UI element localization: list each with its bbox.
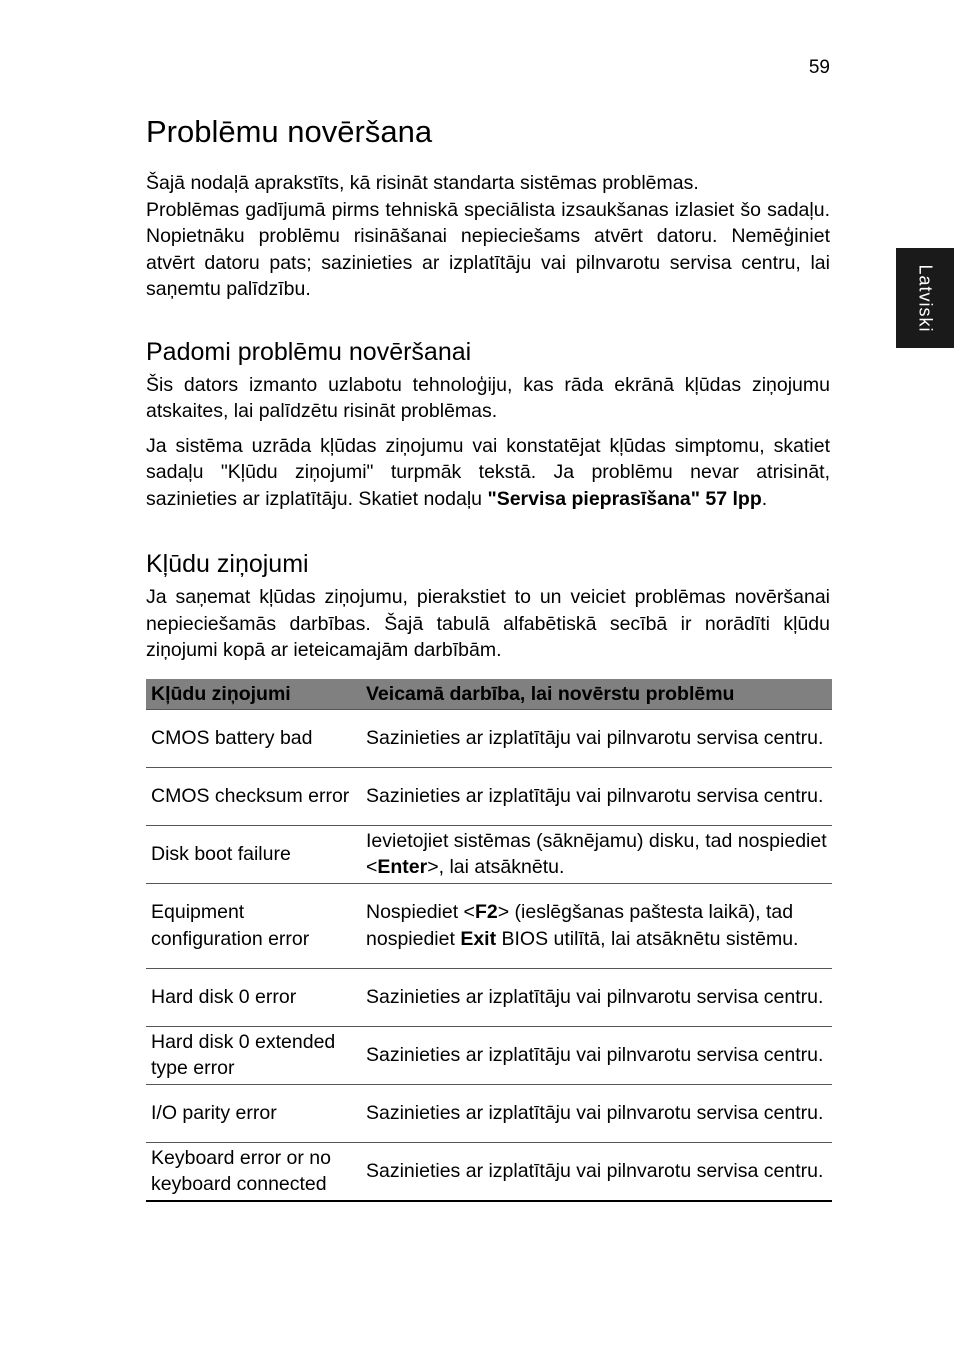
error-messages-paragraph: Ja saņemat kļūdas ziņojumu, pierakstiet to un veiciet problēmas novēršanai nepieciešamās darbības. Šajā tabulā alfabētiskā secībā ir norādīti kļūdu ziņojumi kopā ar ieteicamajām darbībām.	[146, 586, 830, 661]
tips-paragraph-2-text: Ja sistēma uzrāda kļūdas ziņojumu vai konstatējat kļūdas simptomu, skatiet sadaļu "Kļūdu ziņojumi" turpmāk tekstā. Ja problēmu nevar atrisināt, sazinieties ar izplatītāju. Skatiet nodaļu	[146, 434, 830, 510]
error-message-cell: CMOS battery bad	[146, 709, 361, 767]
error-message-cell: Keyboard error or no keyboard connected	[146, 1142, 361, 1201]
error-message-cell: Equipment configuration error	[146, 883, 361, 968]
error-action-cell: Sazinieties ar izplatītāju vai pilnvarotu servisa centru.	[361, 1142, 832, 1201]
table-header-row	[146, 679, 832, 710]
page-content	[146, 112, 830, 1202]
page-number: 59	[808, 57, 830, 78]
error-messages-heading: Kļūdu ziņojumi	[146, 550, 309, 578]
language-tab-label: Latviski	[915, 263, 936, 333]
service-request-reference: "Servisa pieprasīšana" 57 lpp	[487, 487, 762, 510]
action-text: Ievietojiet sistēmas (sāknējamu) disku, tad nospiediet <	[366, 829, 827, 878]
action-text: >, lai atsāknētu.	[427, 856, 565, 878]
table-row	[146, 767, 832, 825]
action-text: BIOS utilītā, lai atsāknētu sistēmu.	[496, 927, 799, 950]
f2-key-label: F2	[474, 901, 498, 923]
table-row	[146, 968, 832, 1026]
error-message-cell: I/O parity error	[146, 1084, 361, 1142]
tips-paragraph-1: Šis dators izmanto uzlabotu tehnoloģiju, kas rāda ekrānā kļūdas ziņojumu atskaites, lai palīdzētu risināt problēmas.	[146, 373, 830, 422]
error-message-cell: CMOS checksum error	[146, 767, 361, 825]
table-header-actions: Veicamā darbība, lai novērstu problēmu	[361, 679, 832, 710]
action-text: Nospiediet <	[366, 901, 475, 923]
action-text: > (ieslēgšanas paštesta laikā), tad nospiediet	[366, 901, 794, 950]
tips-heading: Padomi problēmu novēršanai	[146, 337, 472, 366]
intro-paragraph-2: Problēmas gadījumā pirms tehniskā speciālista izsaukšanas izlasiet šo sadaļu. Nopietnāku problēmu risināšanai nepieciešams atvērt datoru. Nemēģiniet atvērt datoru pats; sazinieties ar izplatītāju vai pilnvarotu servisa centru, lai saņemtu palīdzību.	[146, 198, 830, 300]
table-row	[146, 1084, 832, 1142]
enter-key-label: Enter	[377, 856, 428, 878]
table-row	[146, 825, 832, 883]
error-message-cell: Hard disk 0 error	[146, 968, 361, 1026]
tips-paragraph-2-end: .	[761, 487, 768, 510]
error-action-cell: Sazinieties ar izplatītāju vai pilnvarotu servisa centru.	[361, 1026, 832, 1084]
tips-paragraph-2	[146, 433, 830, 513]
table-row	[146, 1142, 832, 1201]
error-action-cell: Sazinieties ar izplatītāju vai pilnvarotu servisa centru.	[361, 767, 832, 825]
table-row	[146, 883, 832, 968]
error-action-cell	[361, 883, 832, 968]
error-action-cell: Sazinieties ar izplatītāju vai pilnvarotu servisa centru.	[361, 968, 832, 1026]
intro-paragraph-1: Šajā nodaļā aprakstīts, kā risināt standarta sistēmas problēmas.	[146, 172, 699, 194]
error-action-cell: Sazinieties ar izplatītāju vai pilnvarotu servisa centru.	[361, 709, 832, 767]
error-messages-table	[146, 679, 832, 1202]
page-title: Problēmu novēršana	[146, 114, 433, 149]
exit-option-label: Exit	[460, 927, 497, 950]
error-message-cell: Hard disk 0 extended type error	[146, 1026, 361, 1084]
table-header-messages: Kļūdu ziņojumi	[146, 679, 361, 710]
error-action-cell	[361, 825, 832, 883]
table-row	[146, 1026, 832, 1084]
error-action-cell: Sazinieties ar izplatītāju vai pilnvarotu servisa centru.	[361, 1084, 832, 1142]
language-tab	[896, 248, 954, 348]
table-row	[146, 709, 832, 767]
error-message-cell: Disk boot failure	[146, 825, 361, 883]
